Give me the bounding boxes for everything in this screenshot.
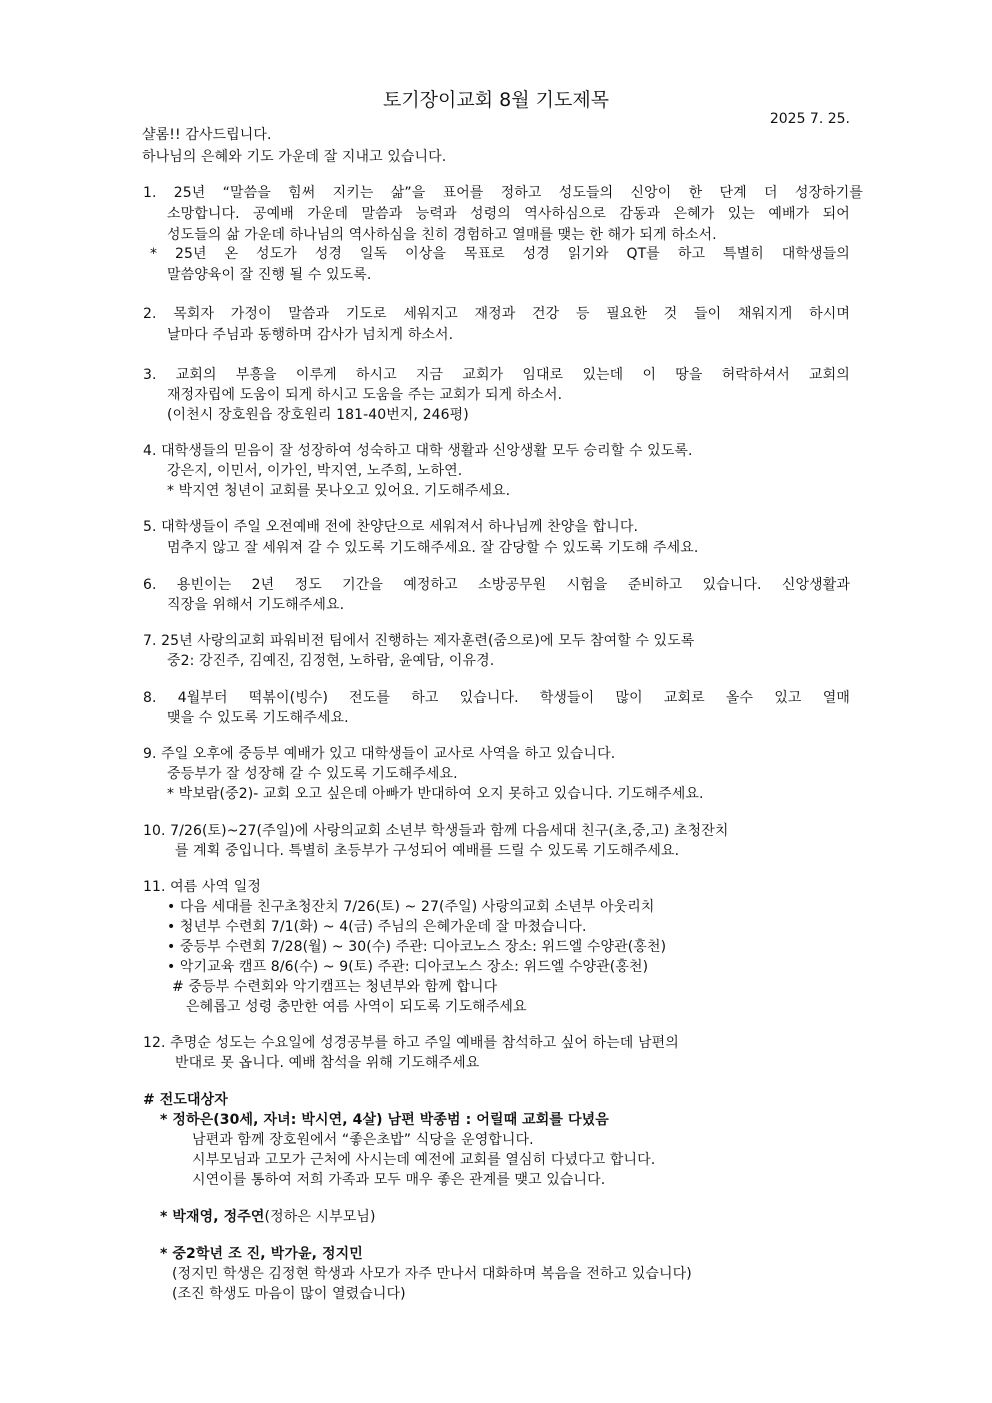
- word: 소망합니다.: [167, 206, 240, 222]
- word: 되어: [822, 206, 850, 222]
- word: 이루게: [295, 367, 337, 383]
- word: 온: [224, 246, 239, 262]
- word: 대학생들의: [781, 246, 850, 262]
- word: 올수: [725, 690, 754, 706]
- word: 1.: [143, 185, 157, 201]
- summer-schedule-item: • 중등부 수련회 7/28(월) ~ 30(수) 주관: 디아코노스 장소: 위드엘 수양관(홍천): [167, 939, 667, 955]
- word: 2.: [143, 306, 157, 322]
- evangelism-target-2: [160, 1208, 376, 1226]
- greeting-line: 하나님의 은혜와 기도 가운데 잘 지내고 있습니다.: [142, 149, 447, 165]
- word: “말씀을: [222, 185, 271, 201]
- word: 이: [642, 367, 657, 383]
- word: 더: [763, 185, 778, 201]
- word: 지금: [415, 367, 444, 383]
- word: 허락하셔서: [721, 367, 790, 383]
- word: 25년: [175, 246, 207, 262]
- word: 임대로: [522, 367, 564, 383]
- word: 있고: [774, 690, 802, 706]
- word: 있는: [727, 206, 756, 222]
- evangelism-target-2-names: * 박재영, 정주연: [160, 1209, 265, 1225]
- word: 준비하고: [627, 577, 683, 593]
- word: 감동과: [619, 206, 661, 222]
- word: 채워지게: [737, 306, 793, 322]
- word: 힘써: [288, 185, 316, 201]
- word: 목회자: [173, 306, 215, 322]
- evangelism-target-1-line: 시연이를 통하여 저희 가족과 모두 매우 좋은 관계를 맺고 있습니다.: [192, 1172, 606, 1188]
- prayer-item-8-line: [143, 689, 850, 707]
- prayer-item-2-line: [143, 305, 850, 323]
- summer-schedule-item: • 청년부 수련회 7/1(화) ~ 4(금) 주님의 은혜가운데 잘 마쳤습니다.: [167, 919, 587, 935]
- word: 기간을: [342, 577, 384, 593]
- word: 하고: [411, 690, 439, 706]
- word: 성장하기를: [794, 185, 863, 201]
- evangelism-target-3-line: (조진 학생도 마음이 많이 열렸습니다): [172, 1286, 406, 1302]
- word: 역사하심으로: [524, 206, 606, 222]
- document-title: 토기장이교회 8월 기도제목: [382, 89, 610, 111]
- evangelism-target-2-relation: (정하은 시부모님): [264, 1209, 376, 1225]
- prayer-item-8-line: 맺을 수 있도록 기도해주세요.: [167, 710, 349, 726]
- word: 많이: [615, 690, 643, 706]
- word: 일독: [359, 246, 388, 262]
- prayer-item-1-line: [143, 184, 863, 202]
- word: 들이: [694, 306, 722, 322]
- word: 있는데: [582, 367, 624, 383]
- prayer-item-10-line: 10. 7/26(토)~27(주일)에 사랑의교회 소년부 학생들과 함께 다음세대 친구(초,중,고) 초청잔치: [143, 823, 729, 839]
- word: 기도로: [345, 306, 387, 322]
- word: 등: [575, 306, 590, 322]
- word: 4월부터: [177, 690, 228, 706]
- word: 한: [688, 185, 703, 201]
- prayer-item-3-line: (이천시 장호원읍 장호원리 181-40번지, 246평): [167, 407, 469, 423]
- word: 신앙이: [630, 185, 672, 201]
- document-date: 2025 7. 25.: [769, 111, 850, 127]
- word: 삶”을: [390, 185, 426, 201]
- prayer-item-11-line: 11. 여름 사역 일정: [143, 879, 261, 895]
- evangelism-heading: # 전도대상자: [143, 1092, 228, 1108]
- word: 부흥을: [235, 367, 277, 383]
- word: 성경: [522, 246, 550, 262]
- word: 25년: [173, 185, 206, 201]
- evangelism-target-1-line: 시부모님과 고모가 근처에 사시는데 예전에 교회를 열심히 다녔다고 합니다.: [192, 1152, 656, 1168]
- word: 교회로: [663, 690, 705, 706]
- word: 하시며: [809, 306, 850, 322]
- prayer-item-1-line: 성도들의 삶 가운데 하나님의 역사하심을 친히 경험하고 열매를 맺는 한 해가 되게 하소서.: [167, 227, 717, 243]
- word: 표어를: [442, 185, 484, 201]
- prayer-item-11-line: 은혜롭고 성령 충만한 여름 사역이 되도록 기도해주세요: [186, 999, 527, 1015]
- evangelism-target-3-line: (정지민 학생은 김정현 학생과 사모가 자주 만나서 대화하며 복음을 전하고 있습니다): [172, 1266, 692, 1282]
- word: 있습니다.: [459, 690, 519, 706]
- prayer-item-7-line: 중2: 강진주, 김예진, 김정현, 노하람, 윤예담, 이유경.: [167, 653, 495, 669]
- word: 정도: [294, 577, 322, 593]
- word: 목표로: [463, 246, 505, 262]
- word: 3.: [143, 367, 157, 383]
- word: 단계: [719, 185, 747, 201]
- word: 성령의: [469, 206, 511, 222]
- word: 전도를: [349, 690, 391, 706]
- prayer-item-9-line: 중등부가 잘 성장해 갈 수 있도록 기도해주세요.: [167, 766, 458, 782]
- word: 성도들의: [558, 185, 614, 201]
- word: 교회의: [809, 367, 850, 383]
- prayer-item-7-line: 7. 25년 사랑의교회 파워비전 팀에서 진행하는 제자훈련(줌으로)에 모두 참여할 수 있도록: [143, 633, 695, 649]
- word: 세워지고: [403, 306, 458, 322]
- word: 성도가: [256, 246, 297, 262]
- word: 교회가: [462, 367, 504, 383]
- word: 정하고: [500, 185, 542, 201]
- evangelism-target-3-title: * 중2학년 조 진, 박가윤, 정지민: [160, 1246, 363, 1262]
- word: 재정과: [474, 306, 516, 322]
- prayer-item-12-line: 반대로 못 옵니다. 예배 참석을 위해 기도해주세요: [175, 1055, 480, 1071]
- word: 능력과: [415, 206, 457, 222]
- prayer-item-12-line: 12. 추명순 성도는 수요일에 성경공부를 하고 주일 예배를 참석하고 싶어 하는데 남편의: [143, 1035, 679, 1051]
- word: 필요한: [606, 306, 648, 322]
- word: 하고: [677, 246, 706, 262]
- prayer-item-6-line: 직장을 위해서 기도해주세요.: [167, 597, 345, 613]
- word: 6.: [143, 577, 157, 593]
- word: 이상을: [405, 246, 446, 262]
- prayer-item-3-line: 재정자립에 도움이 되게 하시고 도움을 주는 교회가 되게 하소서.: [167, 387, 563, 403]
- prayer-item-2-line: 날마다 주님과 동행하며 감사가 넘치게 하소서.: [167, 327, 454, 343]
- word: 은혜가: [673, 206, 715, 222]
- word: 2년: [251, 577, 275, 593]
- prayer-item-1-note: [150, 245, 850, 263]
- prayer-item-3-line: [143, 366, 850, 384]
- word: 신앙생활과: [781, 577, 850, 593]
- word: 지키는: [332, 185, 374, 201]
- summer-schedule-item: • 악기교육 캠프 8/6(수) ~ 9(토) 주관: 디아코노스 장소: 위드엘 수양관(홍천): [167, 959, 649, 975]
- prayer-item-10-line: 를 계획 중입니다. 특별히 초등부가 구성되어 예배를 드릴 수 있도록 기도해주세요.: [175, 843, 680, 859]
- word: 시험을: [566, 577, 608, 593]
- word: 말씀과: [361, 206, 403, 222]
- prayer-item-5-line: 멈추지 않고 잘 세워져 갈 수 있도록 기도해주세요. 잘 감당할 수 있도록 기도해 주세요.: [167, 540, 699, 556]
- prayer-item-11-note: # 중등부 수련회와 악기캠프는 청년부와 함께 합니다: [172, 979, 498, 995]
- word: 건강: [532, 306, 560, 322]
- word: 예정하고: [403, 577, 458, 593]
- word: 소방공무원: [478, 577, 547, 593]
- prayer-item-4-line: 강은지, 이민서, 이가인, 박지연, 노주희, 노하연.: [167, 463, 463, 479]
- word: 말씀과: [288, 306, 330, 322]
- prayer-item-9-note: * 박보람(중2)- 교회 오고 싶은데 아빠가 반대하여 오지 못하고 있습니다. 기도해주세요.: [167, 786, 704, 802]
- word: 교회의: [175, 367, 217, 383]
- word: 특별히: [722, 246, 764, 262]
- word: 공예배: [253, 206, 294, 222]
- word: 열매: [822, 690, 850, 706]
- evangelism-target-1-title: * 정하은(30세, 자녀: 박시연, 4살) 남편 박종범 : 어릴때 교회를 다녔음: [160, 1112, 609, 1128]
- word: QT를: [626, 246, 660, 262]
- word: 예배가: [768, 206, 810, 222]
- greeting-line: 샬롬!! 감사드립니다.: [142, 127, 272, 143]
- word: 읽기와: [567, 246, 609, 262]
- prayer-item-1-line: 말씀양육이 잘 진행 될 수 있도록.: [167, 267, 372, 283]
- word: 성경: [314, 246, 343, 262]
- word: 것: [663, 306, 678, 322]
- word: 용빈이는: [176, 577, 232, 593]
- word: 있습니다.: [702, 577, 762, 593]
- word: 가운데: [307, 206, 349, 222]
- prayer-item-4-note: * 박지연 청년이 교회를 못나오고 있어요. 기도해주세요.: [167, 483, 511, 499]
- prayer-item-6-line: [143, 576, 850, 594]
- prayer-item-4-line: 4. 대학생들의 믿음이 잘 성장하여 성숙하고 대학 생활과 신앙생활 모두 승리할 수 있도록.: [143, 443, 693, 459]
- summer-schedule-item: • 다음 세대를 친구초청잔치 7/26(토) ~ 27(주일) 사랑의교회 소년부 아웃리치: [167, 899, 655, 915]
- word: *: [150, 246, 158, 262]
- word: 떡볶이(빙수): [248, 690, 329, 706]
- prayer-item-9-line: 9. 주일 오후에 중등부 예배가 있고 대학생들이 교사로 사역을 하고 있습니다.: [143, 746, 616, 762]
- prayer-item-1-line: [167, 205, 850, 223]
- word: 가정이: [230, 306, 272, 322]
- word: 하시고: [355, 367, 397, 383]
- word: 8.: [143, 690, 157, 706]
- word: 학생들이: [539, 690, 595, 706]
- word: 땅을: [675, 367, 703, 383]
- evangelism-target-1-line: 남편과 함께 장호원에서 “좋은초밥” 식당을 운영합니다.: [192, 1132, 534, 1148]
- prayer-item-5-line: 5. 대학생들이 주일 오전예배 전에 찬양단으로 세워져서 하나님께 찬양을 합니다.: [143, 519, 639, 535]
